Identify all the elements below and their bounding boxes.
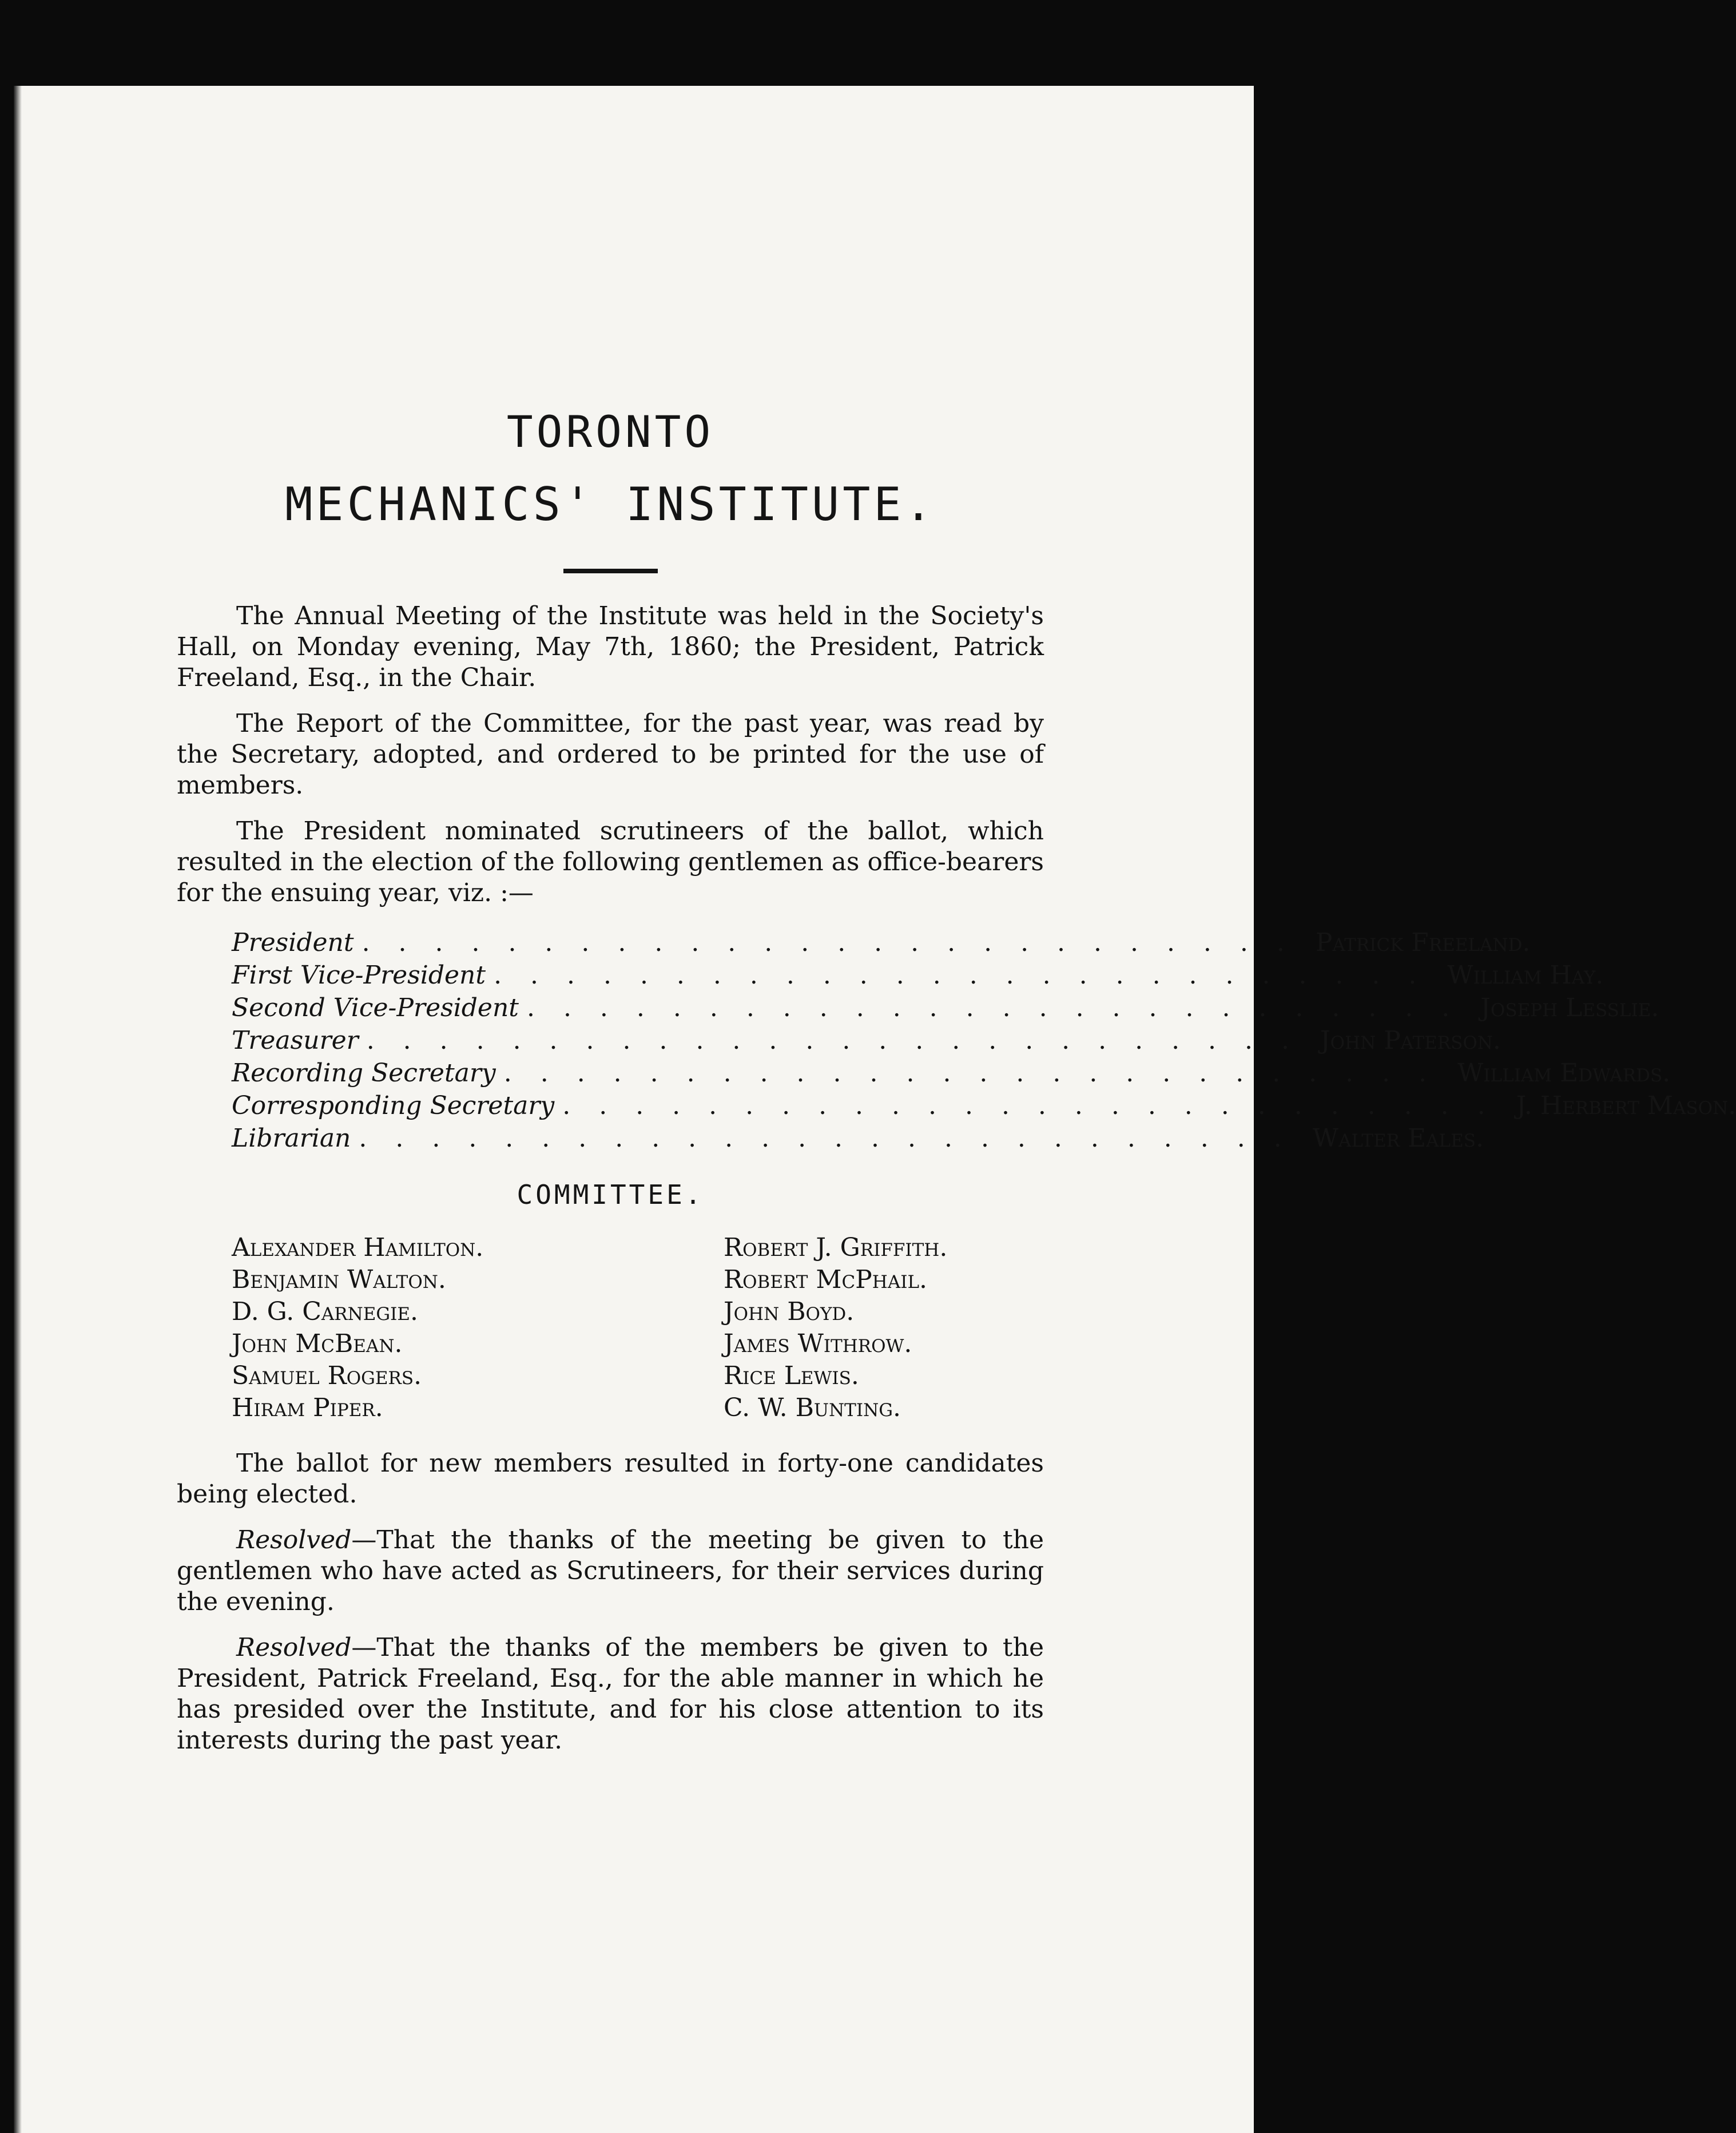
officer-role: Corresponding Secretary [232, 1091, 555, 1120]
dot-leader: . . . . . . . . . . . . . . . . . . . . . . . . . . [562, 1091, 1496, 1120]
paragraph-resolution-president [177, 1632, 1044, 1756]
committee-member: Samuel Rogers. [232, 1361, 422, 1390]
document-body [177, 406, 1736, 1771]
dot-leader: . . . . . . . . . . . . . . . . . . . . . . . . . . [494, 961, 1427, 990]
committee-member: Benjamin Walton. [232, 1265, 446, 1294]
committee-member: Robert J. Griffith. [724, 1233, 948, 1262]
officer-row [232, 928, 1531, 961]
officer-name: J. Herbert Mason. [1516, 1091, 1736, 1120]
officer-name: Walter Eales. [1312, 1124, 1484, 1153]
officer-row [232, 993, 1659, 1026]
officer-name: William Edwards. [1457, 1058, 1671, 1088]
officer-row [232, 1091, 1736, 1124]
committee-heading: COMMITTEE. [517, 1179, 704, 1210]
committee-list [232, 1233, 1044, 1425]
title-city: TORONTO [506, 406, 714, 457]
page-edge-shadow [14, 86, 22, 2133]
dot-leader: . . . . . . . . . . . . . . . . . . . . . . . . . . [361, 928, 1295, 957]
officer-name: John Paterson. [1320, 1026, 1501, 1055]
title-rule [563, 569, 658, 573]
committee-member: John Boyd. [724, 1297, 855, 1326]
closing-section [177, 1448, 1044, 1756]
paragraph-committee-report: The Report of the Committee, for the past year, was read by the Secretary, adopted, and ordered to be printed for the use of members. [177, 709, 1044, 800]
committee-member: Hiram Piper. [232, 1393, 383, 1422]
resolution-text: —That the thanks of the meeting be given to the gentlemen who have acted as Scrutineers, for their services during the evening. [177, 1525, 1044, 1616]
paragraph-annual-meeting: The Annual Meeting of the Institute was held in the Society's Hall, on Monday evening, May 7th, 1860; the President, Patrick Freeland, Esq., in the Chair. [177, 601, 1044, 692]
paragraph-resolution-scrutineers [177, 1525, 1044, 1617]
officer-name: William Hay. [1447, 961, 1604, 990]
committee-member: C. W. Bunting. [724, 1393, 901, 1422]
officer-name: Patrick Freeland. [1315, 928, 1531, 957]
officer-row [232, 1026, 1501, 1058]
officer-role: President [232, 928, 354, 957]
resolution-text: —That the thanks of the members be given to the President, Patrick Freeland, Esq., for the able manner in which he has presided over the Institute, and for his close attention to its interests during the past year. [177, 1633, 1044, 1755]
committee-member: Robert McPhail. [724, 1265, 928, 1294]
document-page [14, 86, 1736, 2133]
resolved-label: Resolved [236, 1633, 352, 1662]
resolved-label: Resolved [236, 1525, 352, 1555]
committee-member: John McBean. [232, 1329, 403, 1358]
dot-leader: . . . . . . . . . . . . . . . . . . . . . . . . . . [526, 993, 1460, 1022]
officer-row [232, 1124, 1484, 1156]
dot-leader: . . . . . . . . . . . . . . . . . . . . . . . . . . [366, 1026, 1300, 1055]
committee-column-right [724, 1233, 1044, 1425]
officer-role: Second Vice-President [232, 993, 519, 1022]
committee-member: D. G. Carnegie. [232, 1297, 419, 1326]
dot-leader: . . . . . . . . . . . . . . . . . . . . . . . . . . [503, 1058, 1437, 1088]
paragraph-scrutineers: The President nominated scrutineers of the ballot, which resulted in the election of the following gentlemen as office-bearers for the ensuing year, viz. :— [177, 816, 1044, 907]
officer-role: First Vice-President [232, 961, 486, 990]
officer-row [232, 1058, 1671, 1091]
committee-column-left [232, 1233, 724, 1425]
officer-role: Librarian [232, 1124, 351, 1153]
committee-member: Alexander Hamilton. [232, 1233, 484, 1262]
officers-list [232, 928, 1736, 1156]
dot-leader: . . . . . . . . . . . . . . . . . . . . . . . . . . [359, 1124, 1292, 1153]
officer-role: Recording Secretary [232, 1058, 496, 1088]
officer-role: Treasurer [232, 1026, 359, 1055]
committee-member: James Withrow. [724, 1329, 912, 1358]
officer-row [232, 961, 1604, 993]
paragraph-ballot-result: The ballot for new members resulted in forty-one candidates being elected. [177, 1449, 1044, 1509]
title-institute: MECHANICS' INSTITUTE. [285, 478, 936, 531]
committee-member: Rice Lewis. [724, 1361, 859, 1390]
officer-name: Joseph Lesslie. [1480, 993, 1659, 1022]
